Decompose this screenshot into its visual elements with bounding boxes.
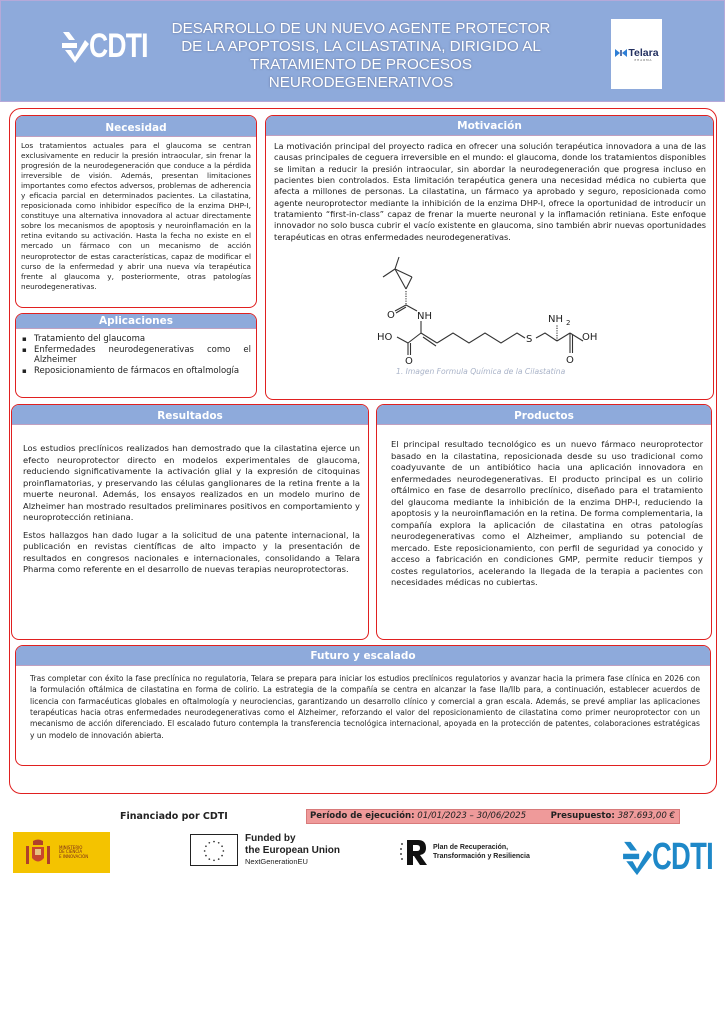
telara-pharma-logo xyxy=(611,19,662,89)
panel-body: El principal resultado tecnológico es un nuevo fármaco neuroprotector basado en la cilastatina, reposicionada desde su uso tradicional como coadyuvante de un antibiótico hacia una aplicación innovadora en enfermedades neurodegenerativas. El producto principal es un colirio oftálmico en fase de desarrollo preclínico, diseñado para el tratamiento del glaucoma mediante la inhibición de la enzima DHP-I, reduciendo la apoptosis y la neuroinflamación en la retina. De forma complementaria, la compañía explora la aplicación de cilastatina en otras patologías neurodegenerativas como el Alzheimer, ampliando su potencial de mercado. Este reposicionamiento, con perfil de seguridad ya conocido y acceso a fabricación en condiciones GMP, permite reducir tiempos y costes regulatorios, acelerando la llegada de la terapia a pacientes con necesidades médicas no cubiertas. xyxy=(391,439,703,587)
prtr-line: Transformación y Resiliencia xyxy=(433,853,530,860)
cdti-logo xyxy=(61,27,164,66)
panel-title: Aplicaciones xyxy=(16,314,256,329)
panel-body: Tras completar con éxito la fase preclínica no regulatoria, Telara se prepara para iniciar los estudios preclínicos regulatorios y avanzar hacia la primera fase clínica en 2026 con la formulación oftálmica de cilastatina en forma de colirio. La estrategia de la compañía se centra en alcanzar la fase IIa/IIb para, a continuación, establecer acuerdos de licencia con farmacéuticas globales en oftalmología y neurociencias, garantizando un desarrollo clínico y comercial a gran escala. Además, se prevé ampliar las aplicaciones terapéuticas hacia otras enfermedades neurodegenerativas como el Alzheimer, reforzando el valor del reposicionamiento de cilastatina como primer neuroprotector con un mecanismo de acción diferenciado. El escalado futuro contempla la transferencia tecnológica internacional, apoyada en la protección de patentes, colaboraciones estratégicas y un modelo de innovación abierta. xyxy=(30,674,700,740)
cdti-check-icon xyxy=(61,30,89,64)
butterfly-icon xyxy=(614,48,628,58)
poster-title: DESARROLLO DE UN NUEVO AGENTE PROTECTOR DE LA APOPTOSIS, LA CILASTATINA, DIRIGIDO AL TRATAMIENTO DE PROCESOS NEURODEGENERATIVOS xyxy=(171,20,551,91)
list-item: ▪ Reposicionamiento de fármacos en oftalmología xyxy=(22,366,251,377)
ministerio-line: DE CIENCIA xyxy=(59,849,83,855)
panel-body xyxy=(12,425,368,576)
atom-label: S xyxy=(526,334,533,345)
budget-label: Presupuesto: xyxy=(550,811,615,821)
panel-title: Resultados xyxy=(12,405,368,425)
atom-label: 2 xyxy=(566,319,571,327)
panel-futuro-escalado xyxy=(15,645,711,766)
eu-line: NextGenerationEU xyxy=(245,857,308,866)
panel-title: Necesidad xyxy=(16,116,256,137)
panel-body: La motivación principal del proyecto radica en ofrecer una solución terapéutica innovadora a una de las causas principales de ceguera irreversible en el mundo: el glaucoma, donde los tratamientos disponibles se limitan a reducir la presión intraocular, sin abordar la neurodegeneración que progresa incluso en pacientes bien controlados. Esta limitación terapéutica genera una necesidad médica no cubierta que afecta a millones de personas. La cilastatina, un fármaco ya aprobado y seguro, reposicionada como agente neuroprotector mediante la inhibición de la enzima DHP-I, ofrece la oportunidad de introducir un tratamiento “first-in-class” capaz de frenar la muerte neuronal y la inflamación retiniana. Este enfoque innovador no solo busca cubrir el vacío existente en glaucoma, sino también abrir nuevas oportunidades terapéuticas en otras enfermedades neurodegenerativas. xyxy=(274,141,706,242)
cdti-check-icon xyxy=(622,839,652,877)
footer-cdti-logo xyxy=(622,836,725,879)
atom-label: NH xyxy=(548,314,563,325)
panel-productos xyxy=(376,404,712,640)
cdti-logo-text: CDTI xyxy=(652,836,713,878)
figure-caption: 1. Imagen Formula Química de la Cilastatina xyxy=(396,367,566,376)
prtr-logo xyxy=(399,838,530,866)
ministerio-line: E INNOVACIÓN xyxy=(59,853,89,859)
prtr-mark-icon xyxy=(399,838,429,866)
panel-aplicaciones xyxy=(15,313,257,398)
panel-title: Motivación xyxy=(266,116,713,136)
paragraph: Los estudios preclínicos realizados han demostrado que la cilastatina ejerce un efecto neuroprotector directo en modelos experimentales de glaucoma, reduciendo significativamente la activación glial y la expresión de citoquinas proinflamatorias, y preservando las células ganglionares de la retina frente a la muerte neuronal. Además, los ensayos realizados en un modelo murino de Alzheimer han mostrado resultados preliminares positivos en comportamiento y neuroprotección retiniana. xyxy=(23,443,360,522)
cdti-logo-text: CDTI xyxy=(89,27,148,65)
panel-title: Futuro y escalado xyxy=(16,646,710,666)
prtr-text xyxy=(433,843,530,861)
budget-value: 387.693,00 € xyxy=(617,811,675,821)
applications-list xyxy=(16,329,256,376)
panel-title: Productos xyxy=(377,405,711,425)
atom-label: NH xyxy=(417,311,432,322)
atom-label: O xyxy=(405,356,413,365)
ministerio-text xyxy=(59,846,88,860)
eu-funding-logo xyxy=(190,833,340,867)
ministerio-logo xyxy=(13,832,110,873)
cilastatin-structure-diagram xyxy=(365,255,600,365)
panel-body: Los tratamientos actuales para el glaucoma se centran exclusivamente en reducir la presión intraocular, sin frenar la progresión de la neurodegeneración que conduce a la pérdida irreversible de visión. Además, presentan limitaciones importantes como efectos adversos, problemas de adherencia y eficacia parcial en determinados pacientes. La cilastatina, reposicionada como inhibidor específico de la enzima DHP-I, constituye una alternativa innovadora al actuar directamente sobre los mecanismos de apoptosis y neuroinflamación en la retina evitando su activación. Hasta la fecha no existe en el mercado un fármaco con un mecanismo de acción neuroprotector de estas características, capaz de modificar el curso de la enfermedad y abrir una nueva vía terapéutica frente al glaucoma y, posteriormente, otras patologías neurodegenerativas. xyxy=(21,141,251,291)
header-banner xyxy=(0,0,725,102)
atom-label: OH xyxy=(582,332,598,343)
atom-label: O xyxy=(387,310,395,321)
funded-by-label: Financiado por CDTI xyxy=(120,811,228,822)
panel-necesidad xyxy=(15,115,257,308)
prtr-line: Plan de Recuperación, xyxy=(433,844,509,851)
atom-label: HO xyxy=(377,332,393,343)
period-label: Período de ejecución: xyxy=(310,811,415,821)
eu-text xyxy=(245,833,340,867)
panel-resultados xyxy=(11,404,369,640)
list-item: ▪ Tratamiento del glaucoma xyxy=(22,334,251,345)
eu-line: Funded by xyxy=(245,833,296,844)
telara-wordmark: Telara xyxy=(628,46,659,59)
period-value: 01/01/2023 – 30/06/2025 xyxy=(417,811,527,821)
eu-line: the European Union xyxy=(245,845,340,856)
ministerio-line: MINISTERIO xyxy=(59,844,83,850)
execution-period-bar xyxy=(306,809,680,824)
paragraph: Estos hallazgos han dado lugar a la solicitud de una patente internacional, la publicación en revistas científicas de alto impacto y la presentación de resultados en congresos nacionales e internacionales, consolidando a Telara Pharma como referente en el desarrollo de nuevas terapias neuroprotectoras. xyxy=(23,529,360,574)
atom-label: O xyxy=(566,355,574,365)
telara-subtitle: PHARMA xyxy=(634,57,653,62)
budget xyxy=(551,810,675,823)
coat-of-arms-icon xyxy=(23,838,53,868)
list-item: ▪ Enfermedades neurodegenerativas como el Alzheimer xyxy=(22,345,251,366)
eu-flag-icon xyxy=(190,834,238,866)
